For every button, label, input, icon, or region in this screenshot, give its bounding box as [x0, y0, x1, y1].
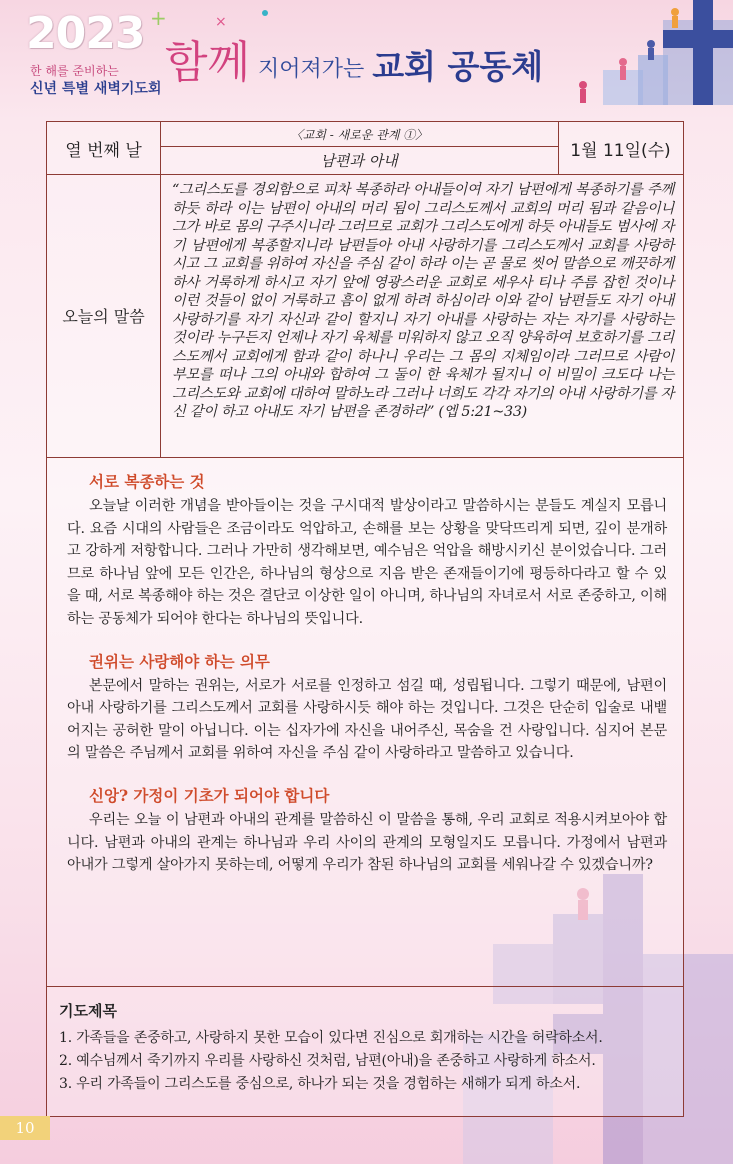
page-number: 10 — [0, 1116, 50, 1140]
topic-cell — [160, 122, 559, 174]
plus-decoration-icon: + — [150, 6, 167, 30]
prayer-item: 3. 우리 가족들이 그리스도를 중심으로, 하나가 되는 것을 경험하는 새해가 되게 하소서. — [59, 1076, 581, 1092]
title-main: 교회 공동체 — [372, 47, 544, 86]
header-row — [47, 122, 683, 175]
meditation-body — [67, 471, 667, 897]
section-3 — [67, 785, 667, 877]
section-1 — [67, 471, 667, 631]
prayer-section — [59, 1000, 669, 1096]
section-heading: 서로 복종하는 것 — [89, 472, 205, 491]
prayer-item: 1. 가족들을 존중하고, 사랑하지 못한 모습이 있다면 진심으로 회개하는 시간을 허락하소서. — [59, 1030, 603, 1046]
title-ham: 함께 — [165, 37, 251, 88]
topic-title: 남편과 아내 — [320, 152, 398, 170]
day-label: 열 번째 날 — [47, 122, 161, 174]
dot-decoration-icon — [262, 10, 268, 16]
section-heading: 권위는 사랑해야 하는 의무 — [89, 651, 270, 671]
prayer-divider — [47, 986, 683, 987]
prayer-list — [59, 1027, 669, 1096]
devotional-table — [46, 121, 684, 1117]
header-subtitle-1: 한 해를 준비하는 — [30, 64, 119, 78]
x-decoration-icon: × — [215, 14, 227, 30]
page-header — [0, 0, 733, 110]
date-label: 1월 11일(수) — [570, 140, 671, 161]
section-text: 본문에서 말하는 권위는, 서로가 서로를 인정하고 섬길 때, 성립됩니다. 그렇기 때문에, 남편이 아내 사랑하기를 그리스도께서 교회를 사랑하시듯 해야 하는 것입니다. 그것은 단순히 입술로 내뱉어지는 공허한 말이 아닙니다. 이는 십자가에 자신을 내어주신, 목숨을 건 사랑입니다. 심지어 본문의 말씀은 주님께서 교회를 위하여 자신을 주심 같이 사랑하라고 말씀하고 있습니다. — [67, 677, 667, 762]
header-title — [165, 18, 543, 88]
section-heading: 신앙? 가정이 기초가 되어야 합니다 — [89, 785, 330, 805]
section-text: 우리는 오늘 이 남편과 아내의 관계를 말씀하신 이 말씀을 통해, 우리 교회로 적용시켜보아야 합니다. 남편과 아내의 관계는 하나님과 우리 사이의 관계의 모형일지도 모릅니다. 가정에서 남편과 아내가 그렇게 살아가지 못하는데, 어떻게 우리가 참된 하나님의 교회를 세워나갈 수 있겠습니까? — [67, 811, 667, 874]
topic-series: 〈교회 - 새로운 관계 ①〉 — [160, 122, 558, 147]
title-mid: 지어져가는 — [258, 57, 365, 82]
section-text: 오늘날 이러한 개념을 받아들이는 것을 구시대적 발상이라고 말씀하시는 분들도 계실지 모릅니다. 요즘 시대의 사람들은 조금이라도 억압하고, 손해를 보는 상황을 맞닥뜨리게 되면, 깊이 분개하고 강하게 저항합니다. 그러나 가만히 생각해보면, 예수님은 억압을 해방시키신 분이었습니다. 그러므로 하나님 앞에 모든 인간은, 하나님의 형상으로 지음 받은 존재들이기에 평등하다라고 할 수 있을 때, 서로 복종해야 하는 것은 결단코 이상한 일이 아니며, 하나님의 자녀로서 서로 존중하고, 이해하는 공동체가 되어야 한다는 하나님의 뜻입니다. — [67, 498, 667, 627]
header-subtitle-2: 신년 특별 새벽기도회 — [30, 81, 162, 97]
scripture-row — [47, 174, 683, 458]
scripture-text: “그리스도를 경외함으로 피차 복종하라 아내들이여 자기 남편에게 복종하기를 주께 하듯 하라 이는 남편이 아내의 머리 됨이 그리스도께서 교회의 머리 됨과 같음이니 그가 바로 몸의 구주시니라 그러므로 교회가 그리스도에게 하듯 아내들도 범사에 자기 남편에게 복종할지니라 남편들아 아내 사랑하기를 그리스도께서 교회를 사랑하시고 그 교회를 위하여 자신을 주심 같이 하라 이는 곧 물로 씻어 말씀으로 깨끗하게 하사 거룩하게 하시고 자기 앞에 영광스러운 교회로 세우사 티나 주름 잡힌 것이나 이런 것들이 없이 거룩하고 흠이 없게 하려 하심이라 이와 같이 남편들도 자기 아내 사랑하기를 자기 자신과 같이 할지니 자기 아내를 사랑하는 자는 자기를 사랑하는 것이라 누구든지 언제나 자기 육체를 미워하지 않고 오직 양육하여 보호하기를 그리스도께서 교회에게 함과 같이 하나니 우리는 그 몸의 지체임이라 그러므로 사람이 부모를 떠나 그의 아내와 합하여 그 둘이 한 육체가 될지니 이 비밀이 크도다 나는 그리스도와 교회에 대하여 말하노라 그러나 너희도 각각 자기의 아내 사랑하기를 자신 같이 하고 아내도 자기 남편을 존경하라” (엡 5:21~33) — [172, 182, 674, 420]
prayer-item: 2. 예수님께서 죽기까지 우리를 사랑하신 것처럼, 남편(아내)을 존중하고 사랑하게 하소서. — [59, 1053, 596, 1069]
prayer-heading: 기도제목 — [59, 1002, 117, 1020]
word-label: 오늘의 말씀 — [47, 174, 161, 457]
section-2 — [67, 651, 667, 765]
climbing-people-illustration — [543, 0, 733, 105]
year-title: 2023 — [26, 8, 145, 59]
